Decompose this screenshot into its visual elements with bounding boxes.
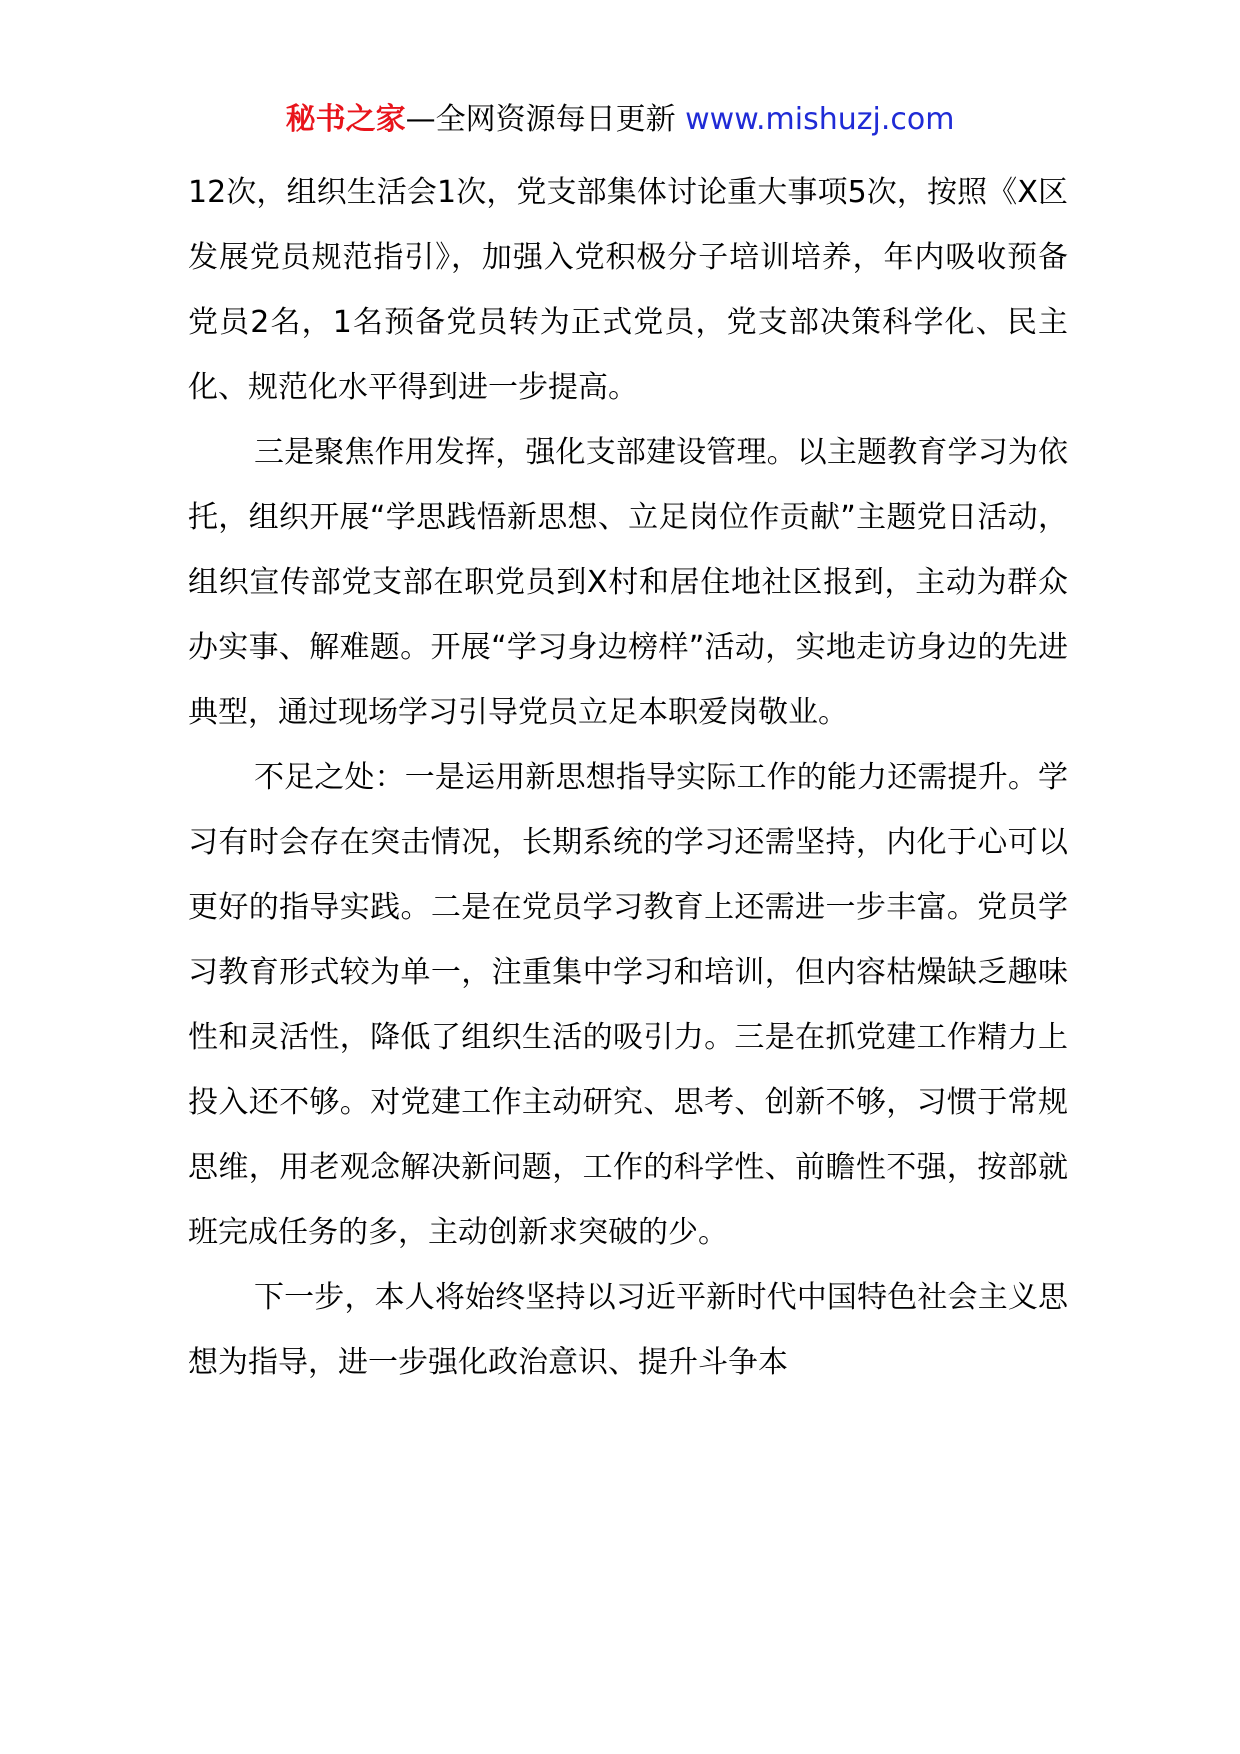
site-url-link[interactable]: www.mishuzj.com <box>685 102 955 137</box>
paragraph-shortcomings: 不足之处：一是运用新思想指导实际工作的能力还需提升。学习有时会存在突击情况，长期系统的学习还需坚持，内化于心可以更好的指导实践。二是在党员学习教育上还需进一步丰富。党员学习教育形式较为单一，注重集中学习和培训，但内容枯燥缺乏趣味性和灵活性，降低了组织生活的吸引力。三是在抓党建工作精力上投入还不够。对党建工作主动研究、思考、创新不够，习惯于常规思维，用老观念解决新问题，工作的科学性、前瞻性不强，按部就班完成任务的多，主动创新求突破的少。 <box>188 760 1068 1250</box>
document-body <box>188 160 1068 1395</box>
header-slogan: —全网资源每日更新 <box>405 102 676 137</box>
paragraph-continuation: 12次，组织生活会1次，党支部集体讨论重大事项5次，按照《X区发展党员规范指引》，加强入党积极分子培训培养，年内吸收预备党员2名，1名预备党员转为正式党员，党支部决策科学化、民主化、规范化水平得到进一步提高。 <box>188 175 1068 405</box>
site-header <box>0 100 1240 140</box>
paragraph-branch-management: 三是聚焦作用发挥，强化支部建设管理。以主题教育学习为依托，组织开展“学思践悟新思想、立足岗位作贡献”主题党日活动，组织宣传部党支部在职党员到X村和居住地社区报到，主动为群众办实事、解难题。开展“学习身边榜样”活动，实地走访身边的先进典型，通过现场学习引导党员立足本职爱岗敬业。 <box>188 435 1068 730</box>
brand-name: 秘书之家 <box>285 102 406 137</box>
paragraph-next-steps: 下一步，本人将始终坚持以习近平新时代中国特色社会主义思想为指导，进一步强化政治意识、提升斗争本 <box>188 1280 1068 1380</box>
